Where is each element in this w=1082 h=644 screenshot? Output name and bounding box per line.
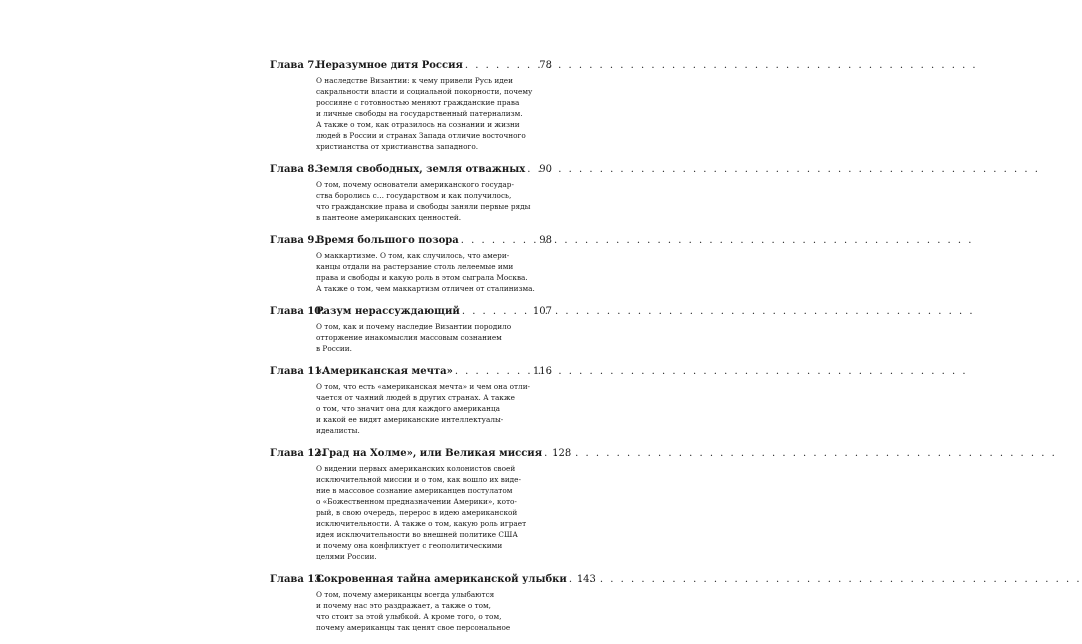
toc-entry bbox=[270, 59, 552, 152]
chapter-description bbox=[316, 250, 535, 294]
dot-leader bbox=[460, 305, 533, 319]
toc-entry bbox=[270, 573, 596, 633]
chapter-page-number: 98 bbox=[539, 235, 552, 246]
description-line: чается от чаяний людей в других странах. А также bbox=[316, 393, 515, 402]
toc-entry bbox=[270, 163, 552, 223]
chapter-number: Глава 12. bbox=[270, 448, 325, 459]
toc-entry-heading bbox=[270, 163, 552, 177]
table-of-contents bbox=[270, 59, 596, 644]
description-line: ние в массовое сознание американцев постулатом bbox=[316, 486, 513, 495]
chapter-page-number: 143 bbox=[576, 574, 596, 585]
description-line: что гражданские права и свободы заняли первые ряды bbox=[316, 202, 531, 211]
toc-entry-heading bbox=[270, 59, 552, 73]
description-line: А также о том, как отразилось на сознании и жизни bbox=[316, 120, 520, 129]
chapter-page-number: 90 bbox=[539, 164, 552, 175]
description-line: христианства от христианства западного. bbox=[316, 142, 479, 151]
description-line: в России. bbox=[316, 344, 352, 353]
chapter-description bbox=[316, 179, 531, 223]
description-line: О том, почему американцы всегда улыбаются bbox=[316, 590, 495, 599]
chapter-page-number: 107 bbox=[532, 306, 552, 317]
chapter-description bbox=[316, 463, 528, 562]
chapter-title: «Град на Холме», или Великая миссия bbox=[316, 448, 543, 459]
chapter-title: «Американская мечта» bbox=[316, 366, 453, 377]
description-line: почему американцы так ценят свое персональное bbox=[316, 623, 511, 632]
chapter-title: Сокровенная тайна американской улыбки bbox=[316, 574, 567, 585]
chapter-description bbox=[316, 75, 533, 152]
chapter-title: Земля свободных, земля отважных bbox=[316, 164, 526, 175]
description-line: исключительной миссии и о том, как вошло их виде- bbox=[316, 475, 521, 484]
description-line: и личные свободы на государственный патернализм. bbox=[316, 109, 523, 118]
description-line: целями России. bbox=[316, 552, 377, 561]
description-line: рый, в свою очередь, перерос в идею американской bbox=[316, 508, 518, 517]
description-line: идея исключительности во внешней политике США bbox=[316, 530, 518, 539]
description-line: сакральности власти и социальной покорности, почему bbox=[316, 87, 533, 96]
description-line: и почему она конфликтует с геополитическими bbox=[316, 541, 503, 550]
chapter-description bbox=[316, 381, 531, 436]
toc-entry-heading bbox=[270, 365, 552, 379]
chapter-number: Глава 8. bbox=[270, 164, 318, 175]
dot-leader bbox=[525, 163, 539, 177]
toc-entry-heading bbox=[270, 305, 552, 319]
description-line: А также о том, чем маккартизм отличен от сталинизма. bbox=[316, 284, 535, 293]
description-line: о «Божественном предназначении Америки», кото- bbox=[316, 497, 517, 506]
description-line: и почему нас это раздражает, а также о том, bbox=[316, 601, 492, 610]
description-line: О наследстве Византии: к чему привели Русь идеи bbox=[316, 76, 513, 85]
toc-entry bbox=[270, 234, 552, 294]
toc-entry-heading bbox=[270, 447, 572, 461]
description-line: канцы отдали на растерзание столь лелеемые ими bbox=[316, 262, 514, 271]
chapter-number: Глава 11. bbox=[270, 366, 325, 377]
chapter-description bbox=[316, 321, 528, 354]
dot-leader bbox=[542, 447, 552, 461]
dot-leader bbox=[463, 59, 539, 73]
chapter-title: Время большого позора bbox=[316, 235, 459, 246]
dot-leader bbox=[567, 573, 577, 587]
toc-entry-heading bbox=[270, 234, 552, 248]
chapter-description bbox=[316, 589, 528, 633]
description-line: идеалисты. bbox=[316, 426, 360, 435]
description-line: О видении первых американских колонистов своей bbox=[316, 464, 516, 473]
description-line: и какой ее видят американские интеллектуалы- bbox=[316, 415, 504, 424]
chapter-number: Глава 10. bbox=[270, 306, 325, 317]
toc-entry bbox=[270, 447, 572, 562]
chapter-number: Глава 7. bbox=[270, 60, 318, 71]
description-line: людей в России и странах Запада отличие восточного bbox=[316, 131, 526, 140]
chapter-title: Разум нерассуждающий bbox=[316, 306, 460, 317]
description-line: россияне с готовностью меняют гражданские права bbox=[316, 98, 520, 107]
chapter-number: Глава 13. bbox=[270, 574, 325, 585]
description-line: права и свободы и какую роль в этом сыграла Москва. bbox=[316, 273, 528, 282]
description-line: что стоит за этой улыбкой. А кроме того, о том, bbox=[316, 612, 502, 621]
dot-leader bbox=[459, 234, 540, 248]
chapter-number: Глава 9. bbox=[270, 235, 318, 246]
chapter-page-number: 128 bbox=[552, 448, 572, 459]
description-line: ства боролись с… государством и как получилось, bbox=[316, 191, 512, 200]
dot-leader bbox=[453, 365, 533, 379]
toc-entry-heading bbox=[270, 573, 596, 587]
description-line: О том, почему основатели американского государ- bbox=[316, 180, 514, 189]
toc-entry bbox=[270, 305, 552, 354]
description-line: отторжение инакомыслия массовым сознанием bbox=[316, 333, 502, 342]
chapter-page-number: 116 bbox=[532, 366, 552, 377]
chapter-page-number: 78 bbox=[539, 60, 552, 71]
toc-entry bbox=[270, 365, 552, 436]
description-line: О том, что есть «американская мечта» и чем она отли- bbox=[316, 382, 531, 391]
description-line: о том, что значит она для каждого американца bbox=[316, 404, 500, 413]
description-line: исключительности. А также о том, какую роль играет bbox=[316, 519, 527, 528]
description-line: О маккартизме. О том, как случилось, что амери- bbox=[316, 251, 510, 260]
chapter-title: Неразумное дитя Россия bbox=[316, 60, 463, 71]
description-line: в пантеоне американских ценностей. bbox=[316, 213, 462, 222]
description-line: О том, как и почему наследие Византии породило bbox=[316, 322, 512, 331]
